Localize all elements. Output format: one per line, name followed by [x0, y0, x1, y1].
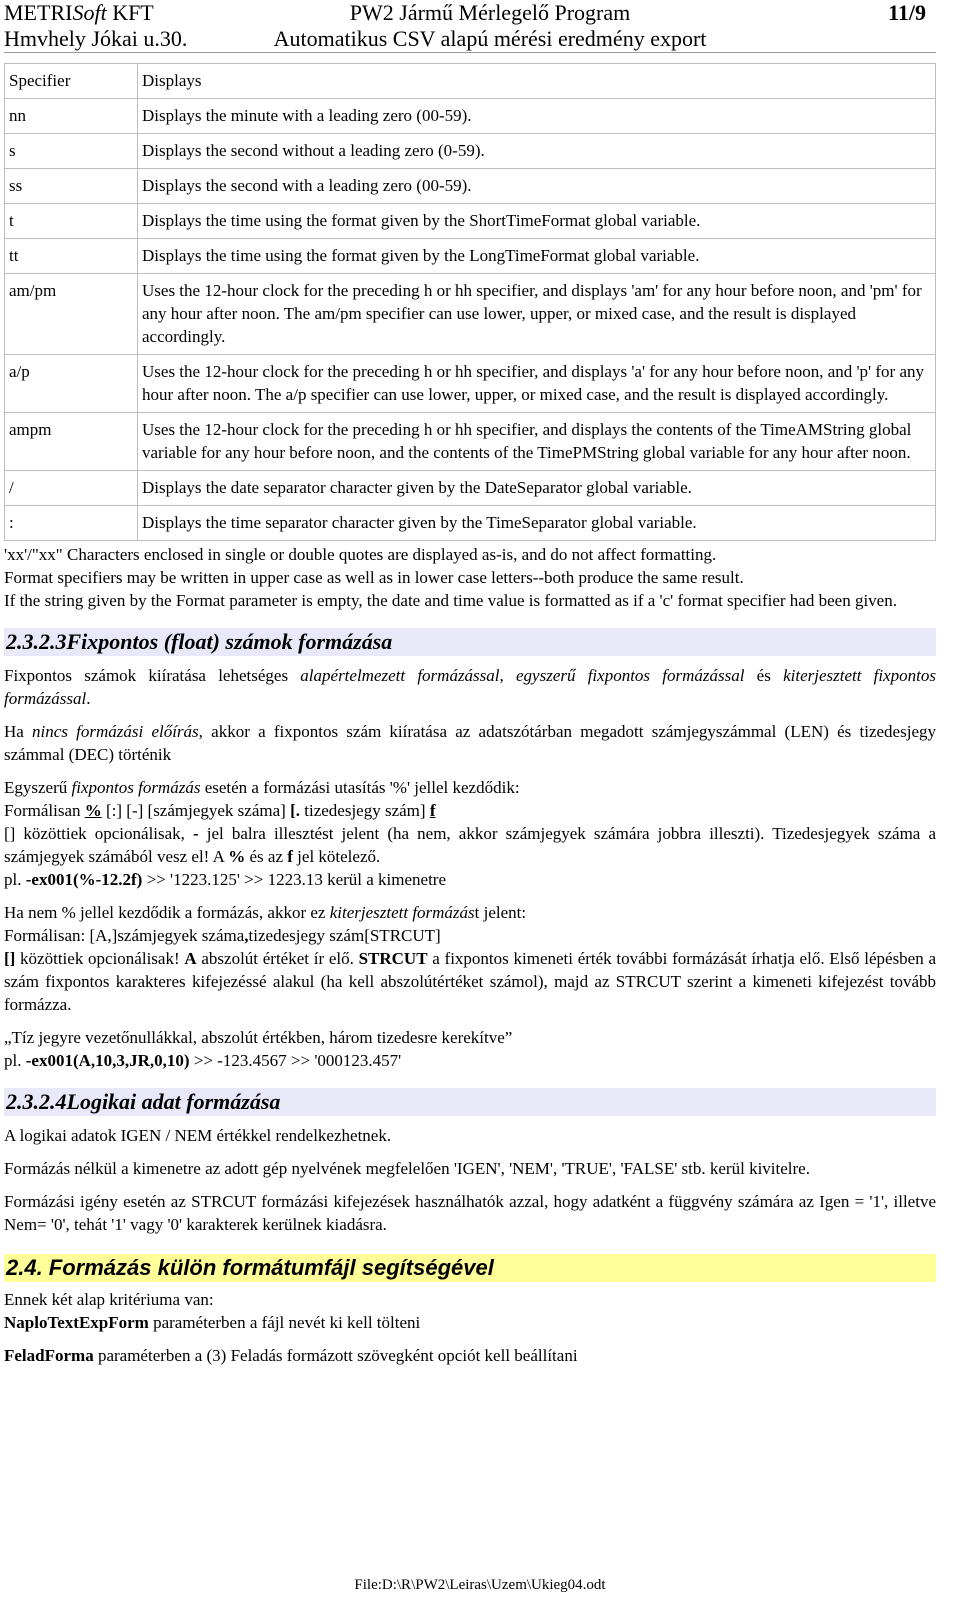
example-line: pl. -ex001(%-12.2f) >> '1223.125' >> 1223.13 kerül a kimenetre	[4, 870, 447, 889]
paragraph: Egyszerű fixpontos formázás esetén a formázási utasítás '%' jellel kezdődik:	[4, 778, 520, 797]
table-row	[5, 413, 936, 471]
section-heading-2-3-2-3: 2.3.2.3Fixpontos (float) számok formázása	[4, 628, 936, 656]
program-name: PW2 Jármű Mérlegelő Program	[349, 0, 631, 25]
document-page	[4, 0, 936, 1367]
description-cell: Uses the 12-hour clock for the preceding h or hh specifier, and displays 'a' for any hour before noon, and 'p' for any hour after noon. The a/p specifier can use lower, upper, or mixed case, and the result is displayed accordingly.	[138, 355, 936, 413]
table-row	[5, 204, 936, 239]
paragraph: NaploTextExpForm paraméterben a fájl nevét ki kell tölteni	[4, 1313, 421, 1332]
specifier-cell: s	[5, 134, 138, 169]
company-name: METRISoft KFT	[4, 0, 154, 25]
table-header-row	[5, 64, 936, 99]
specifier-cell: tt	[5, 239, 138, 274]
table-row	[5, 239, 936, 274]
description-cell: Displays the second with a leading zero (00-59).	[138, 169, 936, 204]
description-cell: Displays the date separator character given by the DateSeparator global variable.	[138, 471, 936, 506]
column-header-displays: Displays	[138, 64, 936, 99]
table-row	[5, 355, 936, 413]
table-row	[5, 99, 936, 134]
paragraph: Ha nincs formázási előírás, akkor a fixpontos szám kiíratása az adatszótárban megadott számjegyszámmal (LEN) és tizedesjegy számmal (DEC) történik	[4, 722, 936, 764]
quotes-note: 'xx'/"xx" Characters enclosed in single or double quotes are displayed as-is, and do not affect formatting.	[4, 545, 717, 564]
table-row	[5, 506, 936, 541]
paragraph: [] közöttiek opcionálisak, - jel balra illesztést jelent (ha nem, akkor számjegyek számára jobbra illeszti). Tizedesjegyek száma a számjegyek számából vesz el! A % és az f jel kötelező.	[4, 824, 936, 866]
description-cell: Displays the time using the format given by the ShortTimeFormat global variable.	[138, 204, 936, 239]
paragraph: Formázás nélkül a kimenetre az adott gép nyelvének megfelelően 'IGEN', 'NEM', 'TRUE', 'FALSE' stb. kerül kivitelre.	[4, 1159, 810, 1178]
description-cell: Uses the 12-hour clock for the preceding h or hh specifier, and displays the contents of the TimeAMString global variable for any hour before noon, and the contents of the TimePMString global variable for any hour after noon.	[138, 413, 936, 471]
quoted-example-description: „Tíz jegyre vezetőnullákkal, abszolút értékben, három tizedesre kerekítve”	[4, 1028, 513, 1047]
format-specifier-table	[4, 63, 936, 541]
specifier-cell: am/pm	[5, 274, 138, 355]
paragraph: A logikai adatok IGEN / NEM értékkel rendelkezhetnek.	[4, 1126, 392, 1145]
description-cell: Displays the time separator character given by the TimeSeparator global variable.	[138, 506, 936, 541]
column-header-specifier: Specifier	[5, 64, 138, 99]
specifier-cell: ss	[5, 169, 138, 204]
table-row	[5, 471, 936, 506]
page-footer: File:D:\R\PW2\Leiras\Uzem\Ukieg04.odt	[354, 1577, 606, 1593]
paragraph: Fixpontos számok kiíratása lehetséges alapértelmezett formázással, egyszerű fixpontos formázással és kiterjesztett fixpontos formázással.	[4, 666, 937, 708]
paragraph: Ennek két alap kritériuma van:	[4, 1290, 214, 1309]
description-cell: Displays the minute with a leading zero (00-59).	[138, 99, 936, 134]
specifier-cell: :	[5, 506, 138, 541]
specifier-cell: t	[5, 204, 138, 239]
example-line: pl. -ex001(A,10,3,JR,0,10) >> -123.4567 >> '000123.457'	[4, 1051, 402, 1070]
specifier-cell: /	[5, 471, 138, 506]
specifier-cell: a/p	[5, 355, 138, 413]
table-row	[5, 169, 936, 204]
document-subtitle: Automatikus CSV alapú mérési eredmény export	[273, 26, 707, 51]
specifier-cell: ampm	[5, 413, 138, 471]
description-cell: Displays the time using the format given by the LongTimeFormat global variable.	[138, 239, 936, 274]
specifier-cell: nn	[5, 99, 138, 134]
formal-syntax-line: Formálisan: [A,]számjegyek száma,tizedesjegy szám[STRCUT]	[4, 926, 441, 945]
table-row	[5, 134, 936, 169]
page-number: 11/9	[888, 0, 926, 25]
paragraph: [] közöttiek opcionálisak! A abszolút értéket ír elő. STRCUT a fixpontos kimeneti érték további formázását írhatja elő. Első lépésben a szám fixpontos karakteres kifejezéssé alakul (ha kell abszolútértéket számol), majd az STRCUT szerint a kimeneti kifejezést tovább formázza.	[4, 949, 937, 1014]
empty-format-note: If the string given by the Format parameter is empty, the date and time value is formatted as if a 'c' format specifier had been given.	[4, 591, 897, 610]
table-row	[5, 274, 936, 355]
paragraph: Formázási igény esetén az STRCUT formázási kifejezések használhatók azzal, hogy adatként a függvény számára az Igen = '1', illetve Nem= '0', tehát '1' vagy '0' karakterek kerülnek kiadásra.	[4, 1192, 936, 1234]
section-heading-2-3-2-4: 2.3.2.4Logikai adat formázása	[4, 1088, 936, 1116]
description-cell: Uses the 12-hour clock for the preceding h or hh specifier, and displays 'am' for any hour before noon, and 'pm' for any hour after noon. The am/pm specifier can use lower, upper, or mixed case, and the result is displayed accordingly.	[138, 274, 936, 355]
formal-syntax-line: Formálisan % [:] [-] [számjegyek száma] [. tizedesjegy szám] f	[4, 801, 436, 820]
description-cell: Displays the second without a leading zero (0-59).	[138, 134, 936, 169]
paragraph: FeladForma paraméterben a (3) Feladás formázott szövegként opciót kell beállítani	[4, 1346, 578, 1365]
section-heading-2-4: 2.4. Formázás külön formátumfájl segítségével	[4, 1254, 936, 1282]
case-note: Format specifiers may be written in upper case as well as in lower case letters--both produce the same result.	[4, 568, 744, 587]
company-address: Hmvhely Jókai u.30.	[4, 26, 188, 51]
paragraph: Ha nem % jellel kezdődik a formázás, akkor ez kiterjesztett formázást jelent:	[4, 903, 527, 922]
page-header	[4, 0, 936, 53]
